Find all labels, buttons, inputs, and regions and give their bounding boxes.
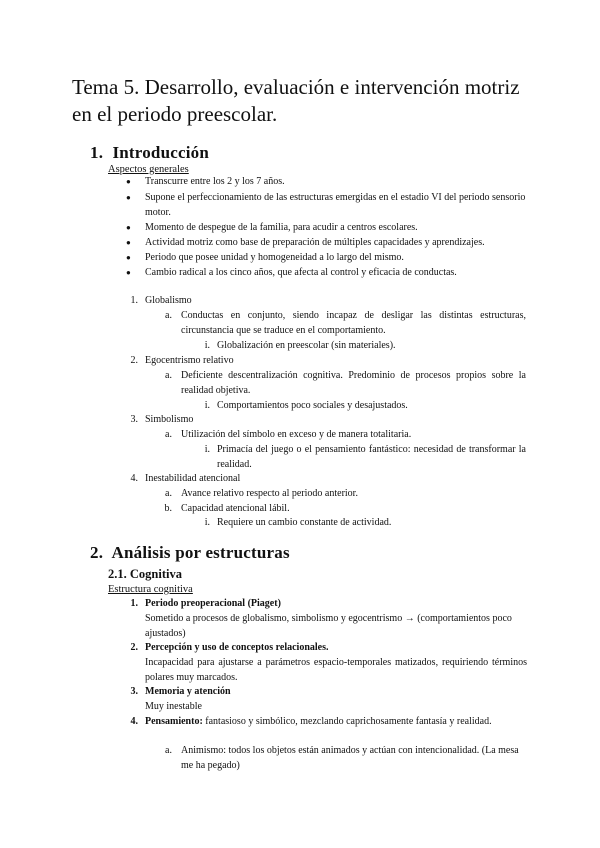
list-item: Incapacidad para ajustarse a parámetros espacio-temporales matizados, requiriendo términos polares muy marcados. <box>145 657 527 683</box>
list-marker: 4. <box>130 716 138 727</box>
list-item: Utilización del símbolo en exceso y de manera totalitaria. <box>181 429 412 440</box>
list-item-label: Inestabilidad atencional <box>145 473 241 484</box>
bullet-marker: ● <box>126 223 131 232</box>
list-marker: a. <box>165 370 172 381</box>
list-item-label: Simbolismo <box>145 414 194 425</box>
list-item: Transcurre entre los 2 y los 7 años. <box>145 176 285 187</box>
list-marker: i. <box>204 340 210 351</box>
list-item: Comportamientos poco sociales y desajustados. <box>217 400 408 411</box>
list-item: Actividad motriz como base de preparación de múltiples capacidades y aprendizajes. <box>145 237 485 248</box>
section-heading-introduccion <box>90 143 209 163</box>
section-title: Análisis por estructuras <box>111 543 290 562</box>
list-marker: 4. <box>130 473 138 484</box>
document-title: Tema 5. Desarrollo, evaluación e intervención motriz en el periodo preescolar. <box>72 75 520 126</box>
list-marker: 2. <box>130 642 138 653</box>
list-item: Cambio radical a los cinco años, que afecta al control y eficacia de conductas. <box>145 267 457 278</box>
list-item-label: Percepción y uso de conceptos relacionales. <box>145 642 329 653</box>
section-number: 2. <box>90 543 104 562</box>
list-item: Requiere un cambio constante de actividad. <box>217 517 392 528</box>
list-item: Muy inestable <box>145 701 202 712</box>
subsection-number: 2.1. <box>108 567 127 581</box>
list-item: Supone el perfeccionamiento de las estructuras emergidas en el estadio VI del periodo sensorio motor. <box>145 192 526 218</box>
list-marker: 3. <box>130 414 138 425</box>
subsection-heading-cognitiva <box>108 567 182 582</box>
list-marker: a. <box>165 745 172 756</box>
section-heading-analisis <box>90 543 290 563</box>
list-marker: i. <box>204 444 210 455</box>
list-marker: 1. <box>130 598 138 609</box>
list-item: Globalización en preescolar (sin materiales). <box>217 340 396 351</box>
list-marker: a. <box>165 488 172 499</box>
subheading-estructura-cognitiva: Estructura cognitiva <box>108 584 193 595</box>
section-title: Introducción <box>112 143 210 162</box>
list-item: Animismo: todos los objetos están animados y actúan con intencionalidad. (La mesa me ha pegado) <box>181 745 519 771</box>
list-marker: a. <box>165 429 172 440</box>
section-number: 1. <box>90 143 104 162</box>
list-item-label: Pensamiento: <box>145 716 203 727</box>
list-item: Periodo que posee unidad y homogeneidad a lo largo del mismo. <box>145 252 404 263</box>
subheading-aspectos-generales: Aspectos generales <box>108 164 189 175</box>
list-item-label: Globalismo <box>145 295 192 306</box>
bullet-marker: ● <box>126 268 131 277</box>
list-marker: 2. <box>130 355 138 366</box>
list-item: Deficiente descentralización cognitiva. Predominio de procesos propios sobre la realidad objetiva. <box>181 370 526 396</box>
list-item: Sometido a procesos de globalismo, simbolismo y egocentrismo → (comportamientos poco ajustados) <box>145 613 512 639</box>
list-item-label: Periodo preoperacional (Piaget) <box>145 598 281 609</box>
list-item <box>145 715 527 730</box>
subsection-title: Cognitiva <box>129 567 182 581</box>
bullet-marker: ● <box>126 253 131 262</box>
list-item: Momento de despegue de la familia, para acudir a centros escolares. <box>145 222 418 233</box>
list-marker: i. <box>204 517 210 528</box>
list-item: Conductas en conjunto, siendo incapaz de desligar las distintas estructuras, circunstancia que se traduce en el comportamiento. <box>181 310 526 336</box>
bullet-marker: ● <box>126 238 131 247</box>
list-item-text: fantasioso y simbólico, mezclando caprichosamente fantasía y realidad. <box>205 716 492 727</box>
list-item: Primacía del juego o el pensamiento fantástico: necesidad de transformar la realidad. <box>217 444 526 470</box>
bullet-marker: ● <box>126 193 131 202</box>
bullet-marker: ● <box>126 177 131 186</box>
list-marker: 3. <box>130 686 138 697</box>
list-marker: a. <box>165 310 172 321</box>
list-item-label: Memoria y atención <box>145 686 231 697</box>
list-marker: b. <box>164 503 172 514</box>
list-item: Avance relativo respecto al periodo anterior. <box>181 488 358 499</box>
list-marker: i. <box>204 400 210 411</box>
list-marker: 1. <box>130 295 138 306</box>
list-item: Capacidad atencional lábil. <box>181 503 290 514</box>
list-item-label: Egocentrismo relativo <box>145 355 234 366</box>
